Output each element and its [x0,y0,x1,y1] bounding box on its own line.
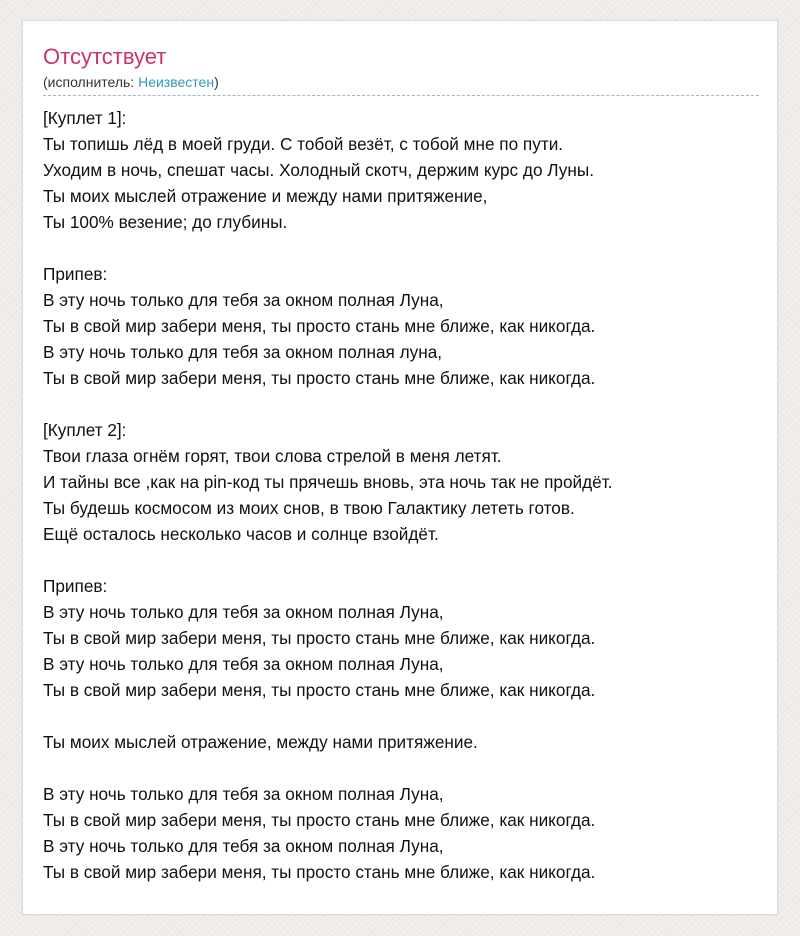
lyric-line: Припев: [43,264,108,284]
lyric-line: И тайны все ,как на pin-код ты прячешь вновь, эта ночь так не пройдёт. [43,472,613,492]
lyric-line: В эту ночь только для тебя за окном полная Луна, [43,602,444,622]
lyric-line: Ты в свой мир забери меня, ты просто стань мне ближе, как никогда. [43,810,596,830]
artist-line [43,73,219,91]
lyrics-text [43,105,759,885]
lyric-line: Ещё осталось несколько часов и солнце взойдёт. [43,524,439,544]
lyric-line: Ты будешь космосом из моих снов, в твою Галактику лететь готов. [43,498,575,518]
lyric-line: Ты топишь лёд в моей груди. С тобой везёт, с тобой мне по пути. [43,134,564,154]
lyric-line [43,547,759,573]
lyric-line: [Куплет 1]: [43,108,127,128]
lyric-line [43,755,759,781]
artist-link[interactable]: Неизвестен [138,74,215,90]
song-header [43,43,759,96]
lyric-line: Припев: [43,576,108,596]
lyric-line: Ты в свой мир забери меня, ты просто стань мне ближе, как никогда. [43,316,596,336]
artist-prefix: (исполнитель: [43,74,139,90]
lyric-line: В эту ночь только для тебя за окном полная Луна, [43,784,444,804]
lyric-line: В эту ночь только для тебя за окном полная Луна, [43,290,444,310]
lyric-line: Ты моих мыслей отражение, между нами притяжение. [43,732,478,752]
lyric-line [43,703,759,729]
lyric-line: Уходим в ночь, спешат часы. Холодный скотч, держим курс до Луны. [43,160,594,180]
lyric-line: Ты в свой мир забери меня, ты просто стань мне ближе, как никогда. [43,628,596,648]
lyric-line: В эту ночь только для тебя за окном полная Луна, [43,836,444,856]
lyric-line: Ты в свой мир забери меня, ты просто стань мне ближе, как никогда. [43,368,596,388]
lyrics-card [22,20,778,915]
lyric-line: Ты в свой мир забери меня, ты просто стань мне ближе, как никогда. [43,680,596,700]
song-title: Отсутствует [43,44,167,69]
lyric-line: [Куплет 2]: [43,420,127,440]
lyric-line [43,391,759,417]
lyric-line: Ты в свой мир забери меня, ты просто стань мне ближе, как никогда. [43,862,596,882]
lyric-line: В эту ночь только для тебя за окном полная Луна, [43,654,444,674]
lyric-line: В эту ночь только для тебя за окном полная луна, [43,342,443,362]
lyric-line: Ты 100% везение; до глубины. [43,212,288,232]
lyric-line [43,235,759,261]
lyric-line: Ты моих мыслей отражение и между нами притяжение, [43,186,488,206]
lyric-line: Твои глаза огнём горят, твои слова стрелой в меня летят. [43,446,502,466]
artist-suffix: ) [214,74,219,90]
